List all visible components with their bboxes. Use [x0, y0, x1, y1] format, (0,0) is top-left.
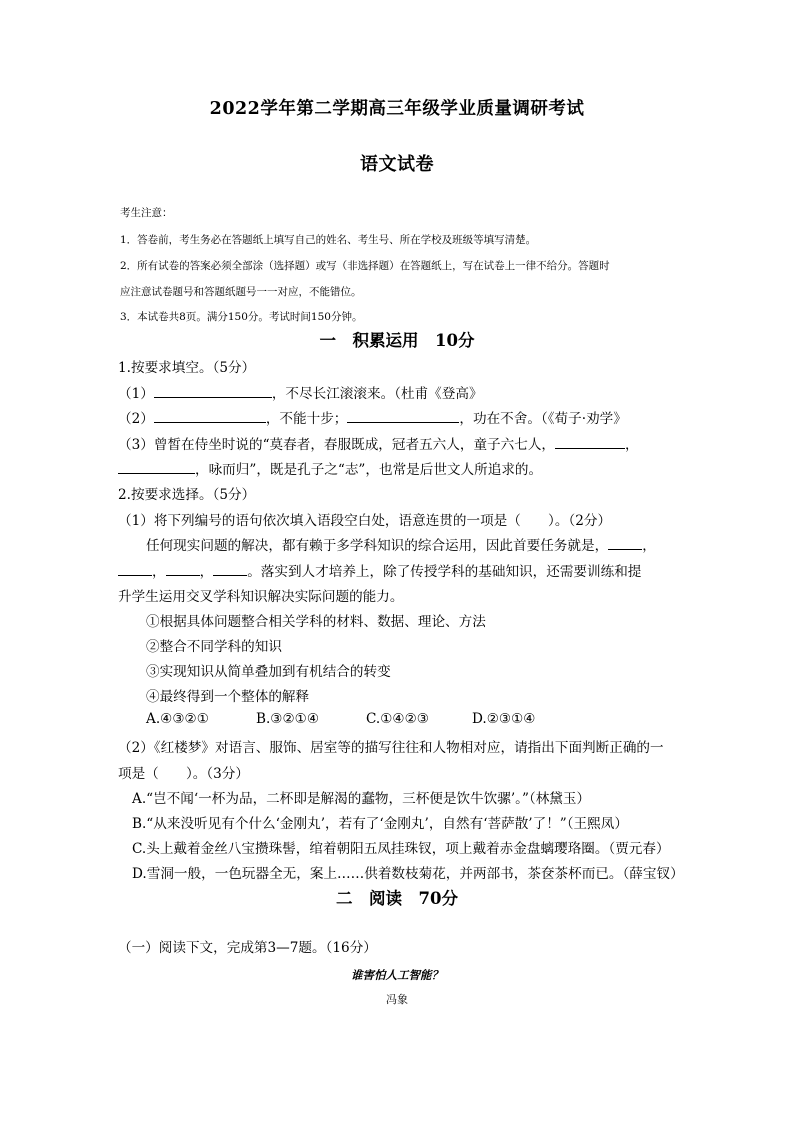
choice-a: A.④③②①: [146, 711, 209, 727]
question-2-part-2-line-1: （2）《红楼梦》对语言、服饰、居室等的描写往往和人物相对应，请指出下面判断正确的一: [118, 740, 664, 756]
answer-blank[interactable]: [154, 410, 266, 423]
paper-subtitle: 语文试卷: [360, 154, 434, 175]
passage-line-3: 升学生运用交叉学科知识解决实际问题的能力。: [118, 589, 404, 605]
answer-c: C.头上戴着金丝八宝攒珠髻，绾着朝阳五凤挂珠钗，项上戴着赤金盘螭璎珞圈。（贾元春）: [132, 841, 670, 857]
question-1-sub-1: [118, 382, 483, 402]
sub-2-end: ，功在不舍。（《荀子·劝学》: [459, 411, 627, 427]
passage-comma: ，: [152, 564, 166, 580]
passage-line-2: [118, 560, 641, 580]
section-1-title: 一 积累运用 10分: [319, 331, 475, 350]
sentence-option-1: ①根据具体问题整合相关学科的材料、数据、理论、方法: [146, 614, 486, 630]
notice-item-2-line-2: 应注意试卷题号和答题纸题号一一对应，不能错位。: [120, 286, 362, 298]
article-author: 冯象: [386, 993, 408, 1006]
choice-d: D.②③①④: [472, 711, 536, 727]
reading-1-instruction: （一）阅读下文，完成第3—7题。（16分）: [118, 940, 377, 956]
sub-2-number: （2）: [118, 411, 154, 427]
answer-blank[interactable]: [154, 385, 272, 398]
sentence-option-4: ④最终得到一个整体的解释: [146, 689, 310, 705]
answer-blank[interactable]: [347, 410, 459, 423]
passage-comma: ，: [642, 538, 656, 554]
notice-item-1: 1．答卷前，考生务必在答题纸上填写自己的姓名、考生号、所在学校及班级等填写清楚。: [120, 234, 537, 246]
sentence-option-3: ③实现知识从简单叠加到有机结合的转变: [146, 664, 391, 680]
question-2-part-2-line-2: 项是（ ）。（3分）: [118, 766, 249, 782]
exam-title: 2022学年第二学期高三年级学业质量调研考试: [209, 99, 585, 119]
answer-blank[interactable]: [118, 461, 195, 474]
sub-2-mid: ，不能十步；: [265, 411, 348, 427]
question-1-sub-3-line-2: [118, 458, 542, 478]
choice-c: C.①④②③: [366, 711, 429, 727]
answer-b: B.“从来没听见有个什么‘金刚丸’，若有了‘金刚丸’，自然有‘菩萨散’了！”（王熙凤）: [132, 816, 628, 832]
answer-a: A.“岂不闻‘一杯为品，二杯即是解渴的蠢物，三杯便是饮牛饮骡’。”（林黛玉）: [132, 791, 591, 807]
question-1-sub-2: [118, 407, 627, 427]
sentence-option-2: ②整合不同学科的知识: [146, 639, 282, 655]
article-title: 谁害怕人工智能？: [351, 968, 443, 982]
answer-blank[interactable]: [166, 563, 200, 576]
sub-1-number: （1）: [118, 386, 154, 402]
notice-heading: 考生注意：: [120, 207, 173, 219]
sub-3-comma: ，: [625, 437, 639, 453]
passage-text: 任何现实问题的解决，都有赖于多学科知识的综合运用，因此首要任务就是，: [146, 538, 609, 554]
answer-blank[interactable]: [555, 436, 625, 449]
question-2-stem: 2.按要求选择。（5分）: [118, 487, 256, 503]
notice-item-2-line-1: 2．所有试卷的答案必须全部涂（选择题）或写（非选择题）在答题纸上，写在试卷上一律不给分。答题时: [120, 260, 610, 272]
answer-d: D.雪洞一般，一色玩器全无，案上……供着数枝菊花，并两部书，茶奁茶杯而已。（薛宝钗）: [132, 866, 684, 882]
section-2-title: 二 阅读 70分: [336, 889, 458, 908]
sub-1-text: ，不尽长江滚滚来。（杜甫《登高》: [271, 386, 483, 402]
notice-item-3: 3．本试卷共8页。满分150分。考试时间150分钟。: [120, 311, 363, 323]
question-1-stem: 1.按要求填空。（5分）: [118, 360, 256, 376]
choice-b: B.③②①④: [256, 711, 320, 727]
question-1-sub-3-line-1: [118, 433, 639, 453]
answer-blank[interactable]: [608, 537, 642, 550]
sub-3-text-2: ，咏而归”，既是孔子之“志”，也常是后世文人所追求的。: [195, 462, 543, 478]
passage-comma: ，: [199, 564, 214, 580]
answer-blank[interactable]: [118, 563, 152, 576]
answer-blank[interactable]: [213, 563, 247, 576]
passage-line-1: [146, 534, 656, 554]
sub-3-text: （3）曾皙在侍坐时说的“莫春者，春服既成，冠者五六人，童子六七人，: [118, 437, 556, 453]
passage-text: 。落实到人才培养上，除了传授学科的基础知识，还需要训练和提: [247, 564, 642, 580]
question-2-part-1: （1）将下列编号的语句依次填入语段空白处，语意连贯的一项是（ ）。（2分）: [118, 513, 612, 529]
